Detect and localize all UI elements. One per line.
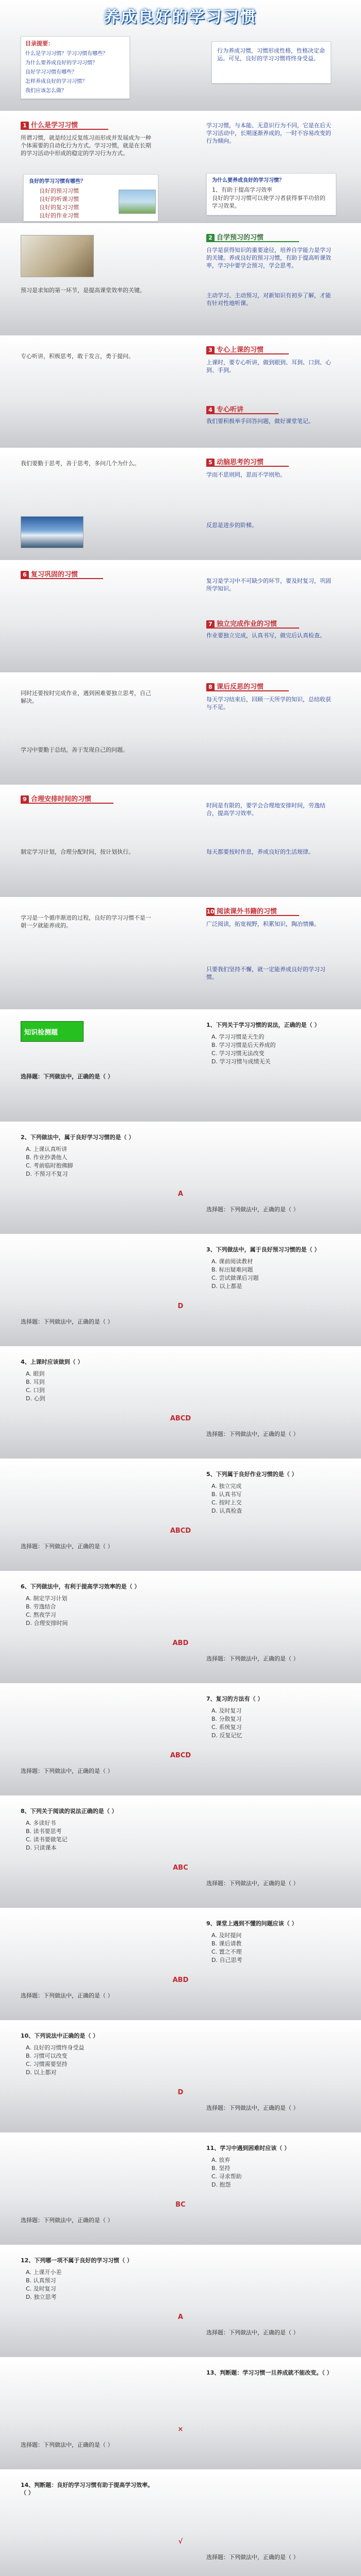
- option: C. 按时上交: [211, 1499, 242, 1506]
- option: B. 劳逸结合: [26, 1603, 56, 1610]
- option: D. 独立思考: [26, 2294, 57, 2300]
- section-number: 1: [21, 122, 29, 130]
- section-heading: 4 专心听讲: [206, 404, 278, 414]
- preview-text: 自学是获得知识的重要途径，培养自学能力是学习的关键。养成良好的预习习惯，有助于提高听课效率，学习中要学会预习，学会思考。: [206, 247, 331, 269]
- mountain-image: [21, 516, 84, 548]
- slide-class: [0, 337, 361, 449]
- slide-question: [0, 2246, 361, 2359]
- slide-question: [0, 1797, 361, 1909]
- option: D. 自己思考: [211, 1957, 242, 1963]
- slide-reflect: [0, 674, 361, 786]
- side-note: 学习习惯，与本能、无意识行为不同，它是在后天学习活动中，长期逐渐养成的，一时不容易改变的行为倾向。: [206, 122, 331, 144]
- intro-text: 行为养成习惯，习惯形成性格，性格决定命运。可见，良好的学习习惯将终身受益。: [217, 47, 325, 62]
- summary-left-text: 学习中要勤于总结，善于发现自己的问题。: [21, 747, 128, 753]
- option: A. 多读好书: [26, 1820, 56, 1826]
- think-right-text: 学而不思则罔，思而不学则殆。: [206, 471, 286, 478]
- toc-item: 为什么要养成良好的学习习惯？: [25, 60, 97, 66]
- question-text: 10、下列说法中正确的是（ ）: [21, 2032, 99, 2039]
- question-text: 6、下列做法中，有利于提高学习效率的是（ ）: [21, 1583, 140, 1590]
- option: B. 学习习惯是后天养成的: [211, 1042, 276, 1048]
- question-text: 1、下列关于学习习惯的说法，正确的是（ ）: [206, 1022, 320, 1028]
- class-left-text: 专心听讲，积极思考，敢于发言，勇于提问。: [21, 353, 134, 360]
- option: A. 制定学习计划: [26, 1595, 68, 1602]
- note-box: [206, 173, 336, 215]
- option: C. 尝试做课后习题: [211, 1275, 259, 1281]
- option: B. 坚持: [211, 2165, 231, 2172]
- section-heading: 6 复习巩固的习惯: [21, 569, 103, 579]
- toc-item: 我们应该怎么做？: [25, 88, 67, 94]
- option: A. 课前阅读教材: [211, 1258, 253, 1265]
- option: D. 认真检查: [211, 1507, 242, 1514]
- option: B. 分散复习: [211, 1716, 242, 1722]
- option: B. 习惯可以改变: [26, 2053, 68, 2059]
- section-heading: 9 合理安排时间的习惯: [21, 793, 113, 804]
- slide-time: [0, 786, 361, 899]
- knowledge-label: 知识检测题: [21, 1021, 84, 1042]
- plan-text: 制定学习计划，合理分配时间，按计划执行。: [21, 849, 134, 855]
- option: A. 放弃: [211, 2157, 231, 2163]
- slide-question: [0, 1572, 361, 1685]
- question-text: 3、下列做法中，属于良好预习习惯的是（ ）: [206, 1246, 320, 1253]
- toc-item: 怎样养成良好的学习习惯？: [25, 79, 87, 84]
- question-prompt: 选择题：下列做法中，正确的是（ ）: [21, 1318, 113, 1325]
- option: D. 只读课本: [26, 1844, 57, 1851]
- list-item: 良好的复习习惯: [39, 204, 79, 211]
- note-heading: 为什么要养成良好的学习习惯？: [212, 178, 284, 183]
- list-heading: 良好的学习习惯有哪些？: [29, 179, 86, 184]
- slide-question: [0, 2022, 361, 2134]
- toc-box: [21, 36, 130, 99]
- answer-text: ABCD: [170, 1752, 191, 1759]
- answer-text: A: [177, 1190, 184, 1198]
- question-prompt: 选择题：下列做法中，正确的是（ ）: [206, 2105, 299, 2111]
- slide-question: [0, 1460, 361, 1572]
- question-text: 选择题：下列做法中，正确的是（ ）: [21, 1073, 113, 1080]
- note-item: 1、有助于提高学习效率: [212, 187, 272, 193]
- slide-question: [0, 1123, 361, 1235]
- question-prompt: 选择题：下列做法中，正确的是（ ）: [21, 2217, 113, 2224]
- question-text: 13、判断题：学习习惯一旦养成就不能改变。（ ）: [206, 2369, 333, 2376]
- question-text: 12、下列哪一项不属于良好的学习习惯（ ）: [21, 2257, 133, 2264]
- question-text: 7、复习的方法有（ ）: [206, 1696, 264, 1702]
- class-text: 上课时，要专心听讲，做到眼到、耳到、口到、心到、手到。: [206, 359, 331, 374]
- option: C. 及时复习: [26, 2285, 56, 2292]
- schedule-text: 每天都要按时作息，养成良好的生活规律。: [206, 849, 314, 855]
- section-number: 6: [21, 571, 29, 579]
- list-item: 良好的听课习惯: [39, 196, 79, 202]
- intro-box: [211, 41, 331, 83]
- option: D. 合理安排时间: [26, 1620, 68, 1626]
- option: B. 作业抄袭他人: [26, 1154, 68, 1161]
- question-prompt: 选择题：下列做法中，正确的是（ ）: [206, 2554, 299, 2561]
- option: A. 眼到: [26, 1370, 45, 1377]
- review-text: 复习是学习中不可缺少的环节，要及时复习，巩固所学知识。: [206, 578, 331, 592]
- option: A. 独立完成: [211, 1483, 242, 1489]
- homework-text: 作业要独立完成，认真书写，做完后认真检查。: [206, 632, 325, 639]
- answer-text: ABCD: [170, 1415, 191, 1422]
- option: D. 抱怨: [211, 2181, 231, 2188]
- question-prompt: 选择题：下列做法中，正确的是（ ）: [21, 2442, 113, 2448]
- question-text: 2、下列做法中，属于良好学习习惯的是（ ）: [21, 1134, 135, 1141]
- section-heading: 8 课后反思的习惯: [206, 681, 289, 691]
- reflect-right-text: 每天学习结束后，回顾一天所学的知识，总结收获与不足。: [206, 696, 331, 710]
- section-number: 7: [206, 620, 215, 629]
- option: C. 熬夜学习: [26, 1612, 56, 1618]
- slide-thinking: [0, 449, 361, 562]
- option: A. 学习习惯是天生的: [211, 1033, 265, 1040]
- question-text: 11、学习中遇到困难时应该（ ）: [206, 2145, 290, 2151]
- question-text: 14、判断题：良好的学习习惯有助于提高学习效率。（ ）: [21, 2482, 154, 2496]
- question-text: 9、课堂上遇到不懂的问题应该（ ）: [206, 1920, 298, 1927]
- question-prompt: 选择题：下列做法中，正确的是（ ）: [206, 1880, 299, 1887]
- section-heading: 10 阅读课外书籍的习惯: [206, 906, 299, 916]
- slide-question: [0, 1909, 361, 2022]
- slide-question: [0, 2359, 361, 2471]
- option: D. 以上都对: [26, 2069, 57, 2076]
- answer-text: ×: [177, 2426, 184, 2433]
- toc-item: 什么是学习习惯？学习习惯有哪些？: [25, 51, 108, 57]
- option: C. 置之不理: [211, 1948, 242, 1955]
- section-number: 2: [206, 234, 215, 242]
- question-prompt: 选择题：下列做法中，正确的是（ ）: [206, 1655, 299, 1662]
- reading-text: 广泛阅读，拓宽视野，积累知识，陶冶情操。: [206, 921, 320, 927]
- question-text: 8、下列关于阅读的说法正确的是（ ）: [21, 1808, 118, 1815]
- title-banner: [0, 4, 361, 27]
- section-number: 8: [206, 683, 215, 691]
- section-heading: 2 自学预习的习惯: [206, 232, 299, 242]
- landscape-image: [119, 190, 156, 214]
- preview-left-text: 预习是求知的第一环节，是提高课堂效率的关键。: [21, 287, 145, 294]
- option: D. 心到: [26, 1395, 45, 1402]
- option: C. 学习习惯无法改变: [211, 1050, 265, 1057]
- section-heading: 1 什么是学习习惯: [21, 120, 108, 130]
- reflect-left-text: 同时还要按时完成作业，遇到困难要独立思考，自己解决。: [21, 690, 151, 704]
- option: B. 标出疑难问题: [211, 1266, 253, 1273]
- option: C. 系统复习: [211, 1724, 242, 1731]
- answer-text: D: [177, 2089, 184, 2096]
- slide-preview: [0, 225, 361, 337]
- question-prompt: 选择题：下列做法中，正确的是（ ）: [21, 1543, 113, 1550]
- answer-text: ABD: [172, 1976, 189, 1984]
- list-item: 良好的作业习惯: [39, 212, 79, 219]
- slide-reading: [0, 899, 361, 1011]
- slide-question: [0, 2471, 361, 2576]
- answer-text: BC: [175, 2201, 186, 2209]
- section-number: 3: [206, 346, 215, 354]
- option: D. 不预习不复习: [26, 1171, 68, 1177]
- option: C. 口到: [26, 1387, 45, 1394]
- option: A. 上课开小差: [26, 2269, 62, 2276]
- answer-text: ABC: [173, 1864, 188, 1872]
- books-image: [21, 235, 94, 277]
- question-prompt: 选择题：下列做法中，正确的是（ ）: [206, 1206, 299, 1213]
- option: B. 认真预习: [26, 2277, 56, 2284]
- section-number: 5: [206, 459, 215, 467]
- option: B. 课后请教: [211, 1940, 242, 1947]
- toc-heading: 目录提要：: [25, 40, 54, 47]
- question-prompt: 选择题：下列做法中，正确的是（ ）: [21, 1992, 113, 1999]
- slide-review: [0, 562, 361, 674]
- section-heading: 3 专心上课的习惯: [206, 344, 289, 354]
- question-prompt: 选择题：下列做法中，正确的是（ ）: [21, 1768, 113, 1774]
- answer-text: ABCD: [170, 1527, 191, 1535]
- section-heading: 7 独立完成作业的习惯: [206, 618, 299, 629]
- toc-item: 良好学习习惯有哪些？: [25, 70, 77, 75]
- slide-what-is: [0, 112, 361, 225]
- listen-text: 我们要积极举手回答问题，做好课堂笔记。: [206, 418, 314, 425]
- think-left-text: 我们要勤于思考，善于思考，多问几个为什么。: [21, 460, 140, 467]
- question-prompt: 选择题：下列做法中，正确的是（ ）: [206, 1431, 299, 1437]
- option: C. 读书要做笔记: [26, 1836, 68, 1843]
- option: C. 寻求帮助: [211, 2173, 242, 2180]
- slide-test-intro: [0, 1011, 361, 1123]
- question-text: 5、下列属于良好作业习惯的是（ ）: [206, 1471, 298, 1478]
- section-number: 4: [206, 406, 215, 414]
- option: C. 考前临时抱佛脚: [26, 1162, 73, 1169]
- slide-title: [0, 0, 361, 112]
- slide-question: [0, 2134, 361, 2246]
- option: B. 认真书写: [211, 1491, 242, 1498]
- section-number: 9: [21, 795, 29, 804]
- option: A. 及时复习: [211, 1707, 242, 1714]
- slide-question: [0, 1685, 361, 1797]
- option: B. 耳到: [26, 1379, 45, 1385]
- page-title: 养成良好的学习习惯: [104, 8, 257, 26]
- option: B. 读书要思考: [26, 1828, 62, 1835]
- preview-right-text: 主动学习、主动预习，对新知识有初步了解，才能有针对性地听课。: [206, 292, 331, 307]
- closing-left-text: 学习是一个循序渐进的过程，良好的学习习惯不是一朝一夕就能养成的。: [21, 914, 151, 929]
- question-prompt: 选择题：下列做法中，正确的是（ ）: [206, 2329, 299, 2336]
- think-quote: 反思是进步的阶梯。: [206, 522, 257, 529]
- option: D. 以上都是: [211, 1283, 242, 1290]
- definition-text: 所谓习惯，就是经过反复练习而形成并发展成为一种个体需要的自动化行为方式。学习习惯，就是在长期的学习活动中形成的稳定的学习行为方式。: [21, 134, 151, 157]
- option: D. 反复记忆: [211, 1732, 242, 1739]
- option: C. 习惯需要坚持: [26, 2061, 68, 2067]
- time-text: 时间是有限的，要学会合理地安排时间，劳逸结合，提高学习效率。: [206, 802, 325, 817]
- answer-text: A: [177, 2313, 184, 2321]
- option: A. 及时提问: [211, 1932, 242, 1939]
- note-item: 良好的学习习惯可以使学习者获得事半功倍的学习效果。: [212, 195, 325, 209]
- answer-text: √: [178, 2538, 183, 2546]
- option: A. 上课认真听讲: [26, 1146, 68, 1153]
- closing-right-text: 只要我们坚持不懈，就一定能养成良好的学习习惯。: [206, 966, 325, 980]
- answer-text: ABD: [172, 1639, 189, 1647]
- option: D. 学习习惯与成绩无关: [211, 1058, 271, 1065]
- section-heading: 5 动脑思考的习惯: [206, 456, 289, 467]
- slide-question: [0, 1348, 361, 1460]
- option: A. 良好的习惯终身受益: [26, 2044, 85, 2051]
- slide-question: [0, 1235, 361, 1348]
- list-item: 良好的预习习惯: [39, 188, 79, 194]
- section-number: 10: [206, 908, 215, 915]
- answer-text: D: [177, 1302, 184, 1310]
- question-text: 4、上课时应该做到（ ）: [21, 1359, 84, 1365]
